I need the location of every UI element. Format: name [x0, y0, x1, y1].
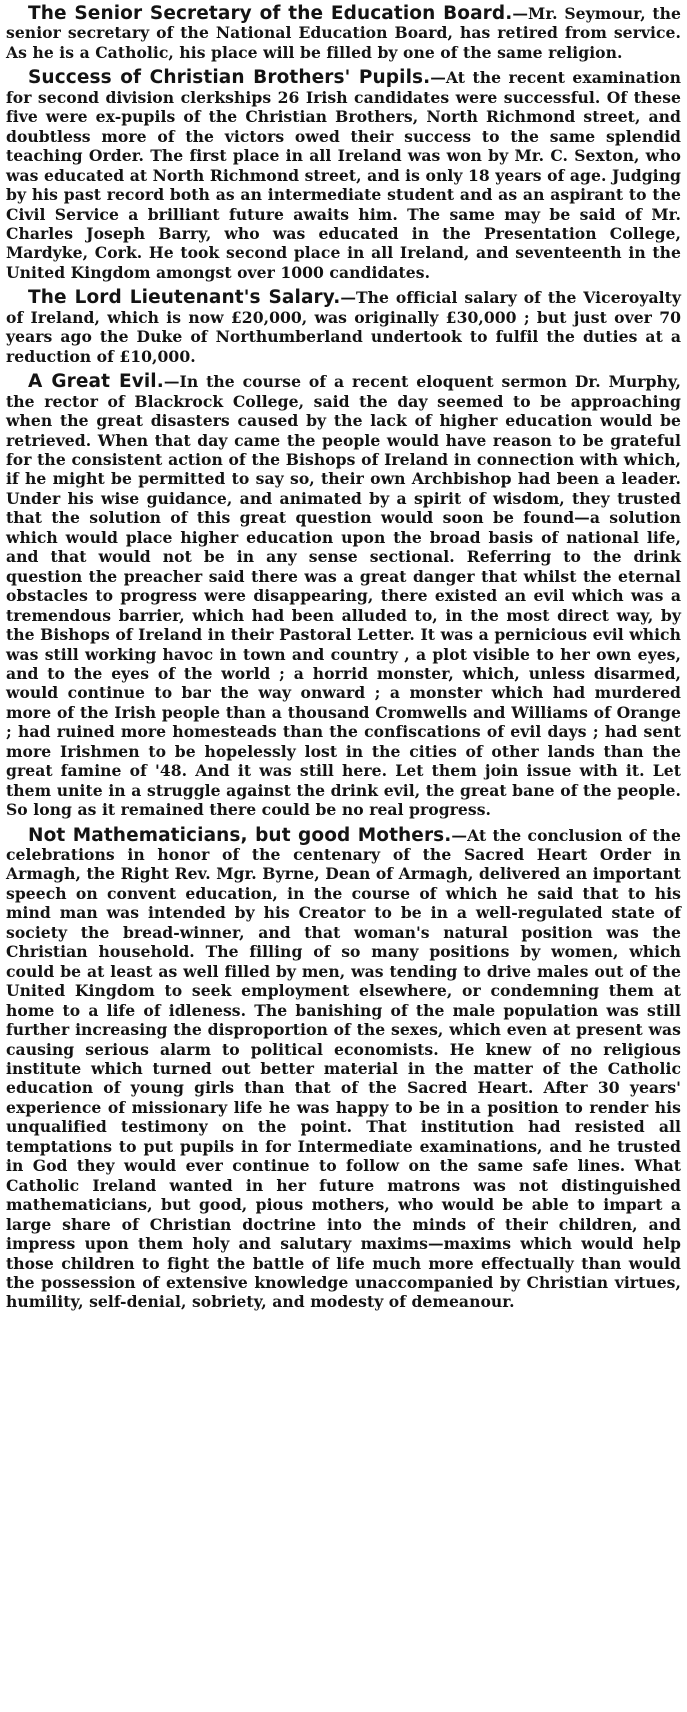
article-paragraph [6, 68, 681, 282]
article-body: —In the course of a recent eloquent sermon Dr. Murphy, the rector of Blackrock College, said the day seemed to be approaching when the great disasters caused by the lack of higher education would be retrieved. When that day came the people would have reason to be grateful for the consistent action of the Bishops of Ireland in connection with which, if he might be permitted to say so, their own Archbishop had been a leader. Under his wise guidance, and animated by a spirit of wisdom, they trusted that the solution of this great question would soon be found—a solution which would place higher education upon the broad basis of national life, and that would not be in any sense sectional. Referring to the drink question the preacher said there was a great danger that whilst the eternal obstacles to progress were disappearing, there existed an evil which was a tremendous barrier, which had been alluded to, in the most direct way, by the Bishops of Ireland in their Pastoral Letter. It was a pernicious evil which was still working havoc in town and country , a plot visible to her own eyes, and to the eyes of the world ; a horrid monster, which, unless disarmed, would continue to bar the way onward ; a monster which had murdered more of the Irish people than a thousand Cromwells and Williams of Orange ; had ruined more homesteads than the confiscations of evil days ; had sent more Irishmen to be hopelessly lost in the cities of other lands than the great famine of '48. And it was still here. Let them join issue with it. Let them unite in a struggle against the drink evil, the great bane of the people. So long as it remained there could be no real progress. [6, 372, 681, 820]
article-headline: The Senior Secretary of the Education Board. [28, 3, 513, 24]
article-paragraph [6, 372, 681, 819]
article-body: —At the recent examination for second division clerkships 26 Irish candidates were successful. Of these five were ex-pupils of the Christian Brothers, North Richmond street, and doubtless more of the victors owed their success to the same splendid teaching Order. The first place in all Ireland was won by Mr. C. Sexton, who was educated at North Richmond street, and is only 18 years of age. Judging by his past record both as an intermediate student and as an aspirant to the Civil Service a brilliant future awaits him. The same may be said of Mr. Charles Joseph Barry, who was educated in the Presentation College, Mardyke, Cork. He took second place in all Ireland, and seventeenth in the United Kingdom amongst over 1000 candidates. [6, 68, 681, 282]
article-body: —At the conclusion of the celebrations in honor of the centenary of the Sacred Heart Order in Armagh, the Right Rev. Mgr. Byrne, Dean of Armagh, delivered an important speech on convent education, in the course of which he said that to his mind man was intended by his Creator to be in a well-regulated state of society the bread-winner, and that woman's natural position was the Christian household. The filling of so many positions by women, which could be at least as well filled by men, was tending to drive males out of the United Kingdom to seek employment elsewhere, or condemning them at home to a life of idleness. The banishing of the male population was still further increasing the disproportion of the sexes, which even at present was causing serious alarm to political economists. He knew of no religious institute which turned out better material in the matter of the Catholic education of young girls than that of the Sacred Heart. After 30 years' experience of missionary life he was happy to be in a position to render his unqualified testimony on the point. That institution had resisted all temptations to put pupils in for Intermediate examinations, and he trusted in God they would ever continue to follow on the same safe lines. What Catholic Ireland wanted in her future matrons was not distinguished mathematicians, but good, pious mothers, who would be able to impart a large share of Christian doctrine into the minds of their children, and impress upon them holy and salutary maxims—maxims which would help those children to fight the battle of life much more effectually than would the possession of extensive knowledge unaccompanied by Christian virtues, humility, self-denial, sobriety, and modesty of demeanour. [6, 825, 681, 1312]
article-lord-lieutenant-salary [6, 288, 681, 366]
article-body: —The official salary of the Viceroyalty of Ireland, which is now £20,000, was originally £30,000 ; but just over 70 years ago the Duke of Northumberland undertook to fulfil the duties at a reduction of £10,000. [6, 288, 681, 366]
article-paragraph [6, 288, 681, 366]
article-christian-brothers [6, 68, 681, 282]
article-headline: The Lord Lieutenant's Salary. [28, 287, 341, 309]
article-headline: Success of Christian Brothers' Pupils. [28, 67, 431, 89]
article-paragraph [6, 4, 681, 62]
article-education-board [6, 4, 681, 62]
article-great-evil [6, 372, 681, 819]
article-good-mothers [6, 826, 681, 1312]
article-paragraph [6, 826, 681, 1312]
article-headline: A Great Evil. [28, 371, 164, 393]
article-body: —Mr. Seymour, the senior secretary of the National Education Board, has retired from service. As he is a Catholic, his place will be filled by one of the same religion. [6, 4, 681, 62]
article-headline: Not Mathematicians, but good Mothers. [28, 824, 452, 846]
